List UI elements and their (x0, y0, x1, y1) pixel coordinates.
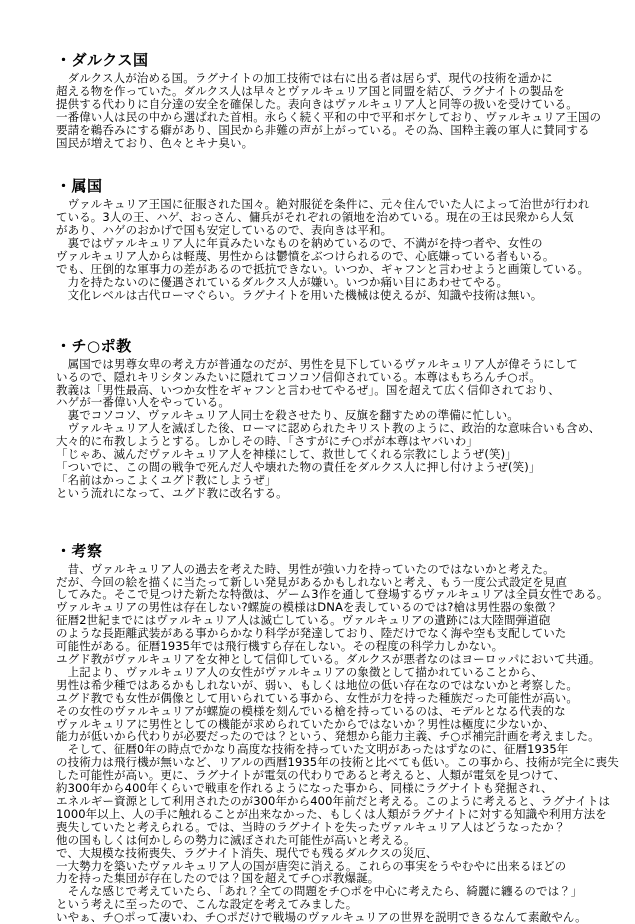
text-line: 要請を鵜呑みにする癖があり、国民から非難の声が上がっている。その為、国粋主義の軍人に賛同する (56, 122, 590, 137)
text-line: という考えに至ったので、こんな設定を考えてみました。 (56, 897, 358, 912)
text-line: で、大規模な技術喪失、ラグナイト消失、現代でも残るダルクスの災厄、 (56, 845, 438, 860)
text-line: ヴァルキュリアに男性としての機能が求められていたからではないか？男性は極度に少ないか、 (56, 716, 555, 731)
text-line: 超える物を作っていた。ダルクス人は早々とヴァルキュリア国と同盟を結び、ラグナイトの製品を (56, 83, 565, 98)
section-4 (56, 540, 631, 924)
section-3 (56, 335, 631, 500)
text-line: だが、今回の絵を描くに当たって新しい発見があるかもしれないと考え、もう一度公式設定を見直 (56, 574, 568, 589)
text-line: そんな感じで考えていたら、「あれ？全ての問題をチ○ポを中心に考えたら、綺麗に纏るのでは？」 (56, 884, 583, 899)
text-line: 喪失していたと考えられる。では、当時のラグナイトを失ったヴァルキュリア人はどうなったか？ (56, 819, 566, 834)
text-line: 裏でコソコソ、ヴァルキュリア人同士を殺させたり、反旗を翻すための準備に忙しい。 (56, 408, 519, 423)
text-line: のような長距離武装がある事からかなり科学が発達しており、陸だけでなく海や空も支配していた (56, 626, 567, 641)
text-line: ユグド教がヴァルキュリアを女神として信仰している。ダルクスが悪者なのはヨーロッパにおいて共通。 (56, 652, 601, 666)
section-1 (56, 49, 631, 149)
section-heading: ・ダルクス国 (56, 51, 149, 69)
text-line: した可能性が高い。更に、ラグナイトが電気の代わりであると考えると、人類が電気を見つけて、 (56, 768, 566, 783)
text-line: してみた。そこで見つけた新たな特徴は、ゲーム3作を通して登場するヴァルキュリアは全員女性である。 (56, 587, 609, 602)
text-line: 昔、ヴァルキュリア人の過去を考えた時、男性が強い力を持っていたのではないかと考えた。 (56, 561, 555, 576)
text-line: 大々的に布教しようとする。しかしその時、「さすがにチ○ポが本尊はヤバいわ」 (56, 434, 478, 449)
text-line: ユグド教でも女性が偶像として用いられている事から、女性が力を持った種族だった可能性が高い。 (56, 690, 578, 705)
text-line: 男性は希少種ではあるかもしれないが、弱い、もしくは地位の低い存在なのではないかと考察した。 (56, 677, 578, 692)
text-line: があり、ハゲのおかげで国も安定しているので、表向きは平和。 (56, 223, 393, 238)
text-line: いるので、隠れキリシタンみたいに隠れてコソコソ信仰されている。本尊はもちろんチ○ポ。 (56, 369, 541, 384)
text-line: 力を持たないのに優遇されているダルクス人が嫌い。いつか痛い目にあわせてやる。 (56, 274, 509, 289)
text-line: 一番偉い人は民の中から選ばれた首相。永らく続く平和の中で平和ボケしており、ヴァルキュリア王国の (56, 109, 602, 124)
text-line: そして、征暦0年の時点でかなり高度な技術を持っていた文明があったはずなのに、征暦1935年 (56, 742, 569, 757)
text-line: の技術力は飛行機が無いなど、リアルの西暦1935年の技術と比べても低い。この事から、技術が完全に喪失 (56, 755, 619, 770)
text-line: ている。3人の王、ハゲ、おっさん、傭兵がそれぞれの領地を治めている。現在の王は民衆から人気 (56, 210, 574, 225)
text-line: ヴァルキュリア王国に征服された国々。絶対服従を条件に、元々住んでいた人によって治世が行われ (56, 197, 590, 212)
text-line: その女性のヴァルキュリアが螺旋の模様を刻んでいる槍を持っているのは、モデルとなる代表的な (56, 703, 566, 718)
text-line: 教義は「男性最高、いつか女性をギャフンと言わせてやるぜ」。国を超えて広く信仰されており、 (56, 382, 560, 397)
text-line: 可能性がある。征暦1935年では飛行機すら存在しない。その程度の科学力しかない。 (56, 639, 504, 654)
text-line: エネルギー資源として利用されたのが300年から400年前だと考える。このように考えると、ラグナイトは (56, 793, 611, 808)
text-line: ヴァルキュリア人からは軽蔑、男性からは鬱憤をぶつけられるので、心底嫌っている者もいる。 (56, 249, 555, 264)
text-line: 文化レベルは古代ローマぐらい。ラグナイトを用いた機械は使えるが、知識や技術は無い。 (56, 287, 543, 302)
text-line: 「名前はかっこよくユグド教にしようぜ」 (56, 472, 277, 487)
text-line: 他の国もしくは何かしらの勢力に滅ぼされた可能性が高いと考える。 (56, 832, 416, 847)
text-line: 裏ではヴァルキュリア人に年貢みたいなものを納めているので、不満がを持つ者や、女性の (56, 236, 543, 251)
text-line: という流れになって、ユグド教に改名する。 (56, 485, 288, 500)
section-heading: ・属国 (56, 177, 103, 196)
text-line: 征暦2世紀までにはヴァルキュリア人は滅亡している。ヴァルキュリアの遺跡には大陸間弾道砲 (56, 613, 551, 628)
text-line: 「ついでに、この間の戦争で死んだ人や壊れた物の責任をダルクス人に押し付けようぜ(笑)」 (56, 459, 541, 474)
section-2 (56, 175, 631, 301)
text-line: 「じゃあ、滅んだヴァルキュリア人を神様にして、救世してくれる宗教にしようぜ(笑)」 (56, 447, 517, 462)
text-line: ヴァルキュリアの男性は存在しない?螺旋の模様はDNAを表しているのでは?槍は男性器の象徴？ (56, 600, 558, 615)
text-line: 力を持った集団が存在したのでは？国を超えてチ○ポ教爆誕。 (56, 871, 380, 886)
text-line: 一大勢力を築いたヴァルキュリア人の国が唐突に消える。これらの事実をうやむやに出来るほどの (56, 858, 567, 873)
text-line: 属国では男尊女卑の考え方が普通なのだが、男性を見下しているヴァルキュリア人が偉そうにして (56, 356, 578, 371)
text-line: ハゲが一番偉い人をやっている。 (56, 395, 230, 410)
text-line: 国民が増えており、色々とキナ臭い。 (56, 135, 254, 150)
text-line: 提供する代わりに自分達の安全を確保した。表向きはヴァルキュリア人と同等の扱いを受けている。 (56, 96, 578, 111)
text-line: 約300年から400年くらいで戦車を作れるようになった事から、同様にラグナイトも発掘され、 (56, 781, 553, 796)
text-line: でも、圧倒的な軍事力の差があるので抵抗できない。いつか、ギャフンと言わせようと画策している。 (56, 261, 590, 276)
section-heading: ・チ○ポ教 (56, 336, 132, 355)
section-heading: ・考察 (56, 541, 103, 560)
text-line: いやぁ、チ○ポって凄いわ、チ○ポだけで戦場のヴァルキュリアの世界を説明できるなんて素敵やん。 (56, 910, 587, 924)
text-line: 能力が低いから代わりが必要だったのでは？という、発想から能力主義、チ○ポ補完計画を考えました。 (56, 729, 600, 744)
text-line: ヴァルキュリア人を滅ぼした後、ローマに認められたキリスト教のように、政治的な意味合いも含め、 (56, 421, 601, 436)
text-line: 1000年以上、人の手に触れることが出来なかった、もしくは人類がラグナイトに対する知識や利用方法を (56, 806, 607, 821)
text-line: 上記より、ヴァルキュリア人の女性がヴァルキュリアの象徴として描かれていることから、 (56, 664, 543, 679)
text-line: ダルクス人が治める国。ラグナイトの加工技術では右に出る者は居らず、現代の技術を遥かに (56, 71, 553, 85)
